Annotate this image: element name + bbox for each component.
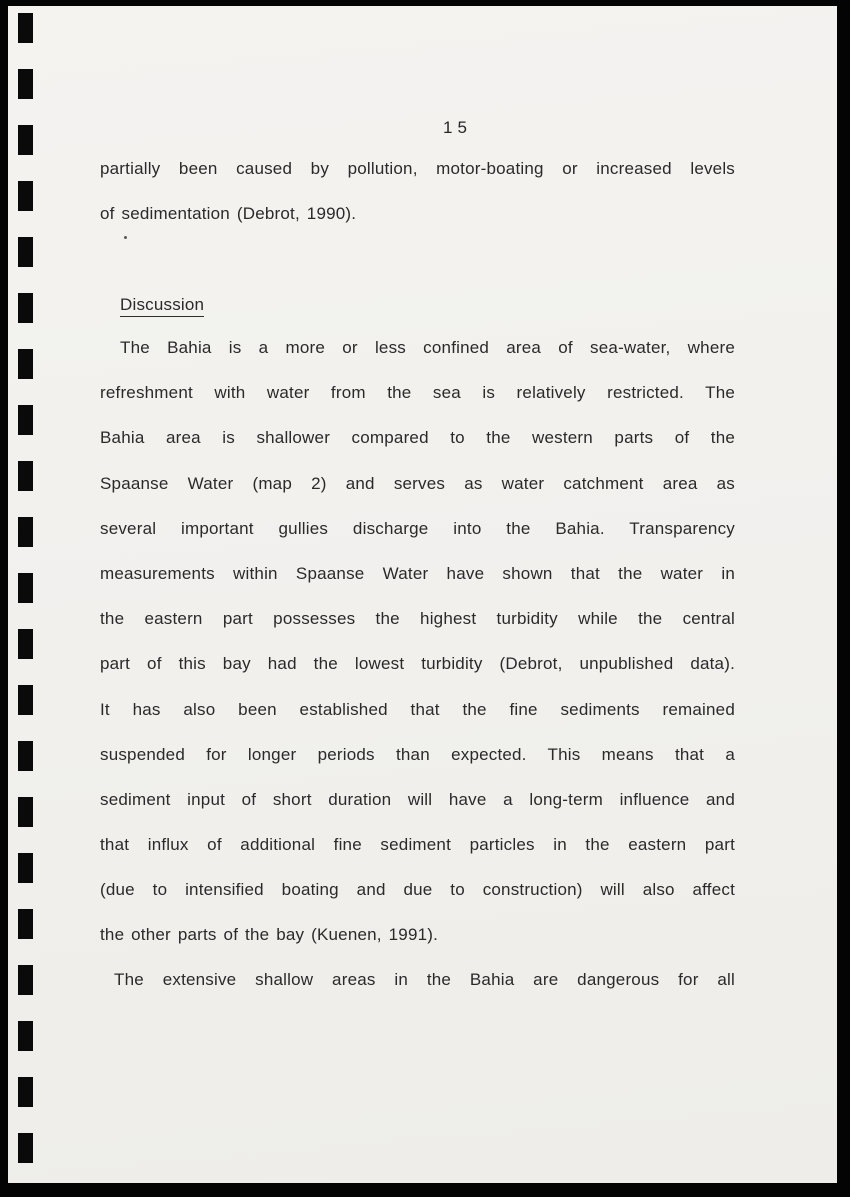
stray-mark xyxy=(124,236,127,239)
text-line: Bahia area is shallower compared to the western parts of the xyxy=(100,428,735,448)
page-number: 15 xyxy=(443,118,472,137)
text-line: of sedimentation (Debrot, 1990). xyxy=(100,204,357,224)
binding-holes xyxy=(18,13,33,1183)
paper xyxy=(8,6,837,1183)
text-line: Spaanse Water (map 2) and serves as water catchment area as xyxy=(100,473,735,493)
text-line: several important gullies discharge into the Bahia. Transparency xyxy=(100,518,735,538)
text-line: It has also been established that the fine sediments remained xyxy=(100,699,735,719)
paragraph-discussion xyxy=(100,325,735,958)
section-heading xyxy=(120,295,204,315)
text-line: measurements within Spaanse Water have shown that the water in xyxy=(100,563,735,583)
text-line: part of this bay had the lowest turbidity (Debrot, unpublished data). xyxy=(100,654,735,674)
text-line: The Bahia is a more or less confined area of sea-water, where xyxy=(120,338,735,357)
text-line: partially been caused by pollution, motor-boating or increased levels xyxy=(100,159,735,178)
section-heading-label: Discussion xyxy=(120,295,204,317)
text-line: The extensive shallow areas in the Bahia are dangerous for all xyxy=(114,970,735,989)
text-line: the other parts of the bay (Kuenen, 1991). xyxy=(100,925,439,945)
text-line: (due to intensified boating and due to construction) will also affect xyxy=(100,880,735,900)
text-line: that influx of additional fine sediment particles in the eastern part xyxy=(100,835,735,855)
text-line: sediment input of short duration will have a long-term influence and xyxy=(100,789,735,809)
paragraph-shallow-areas xyxy=(100,957,735,1002)
paragraph-continuation xyxy=(100,146,735,236)
text-line: the eastern part possesses the highest turbidity while the central xyxy=(100,609,735,629)
text-line: suspended for longer periods than expected. This means that a xyxy=(100,744,735,764)
text-line: refreshment with water from the sea is relatively restricted. The xyxy=(100,383,735,403)
